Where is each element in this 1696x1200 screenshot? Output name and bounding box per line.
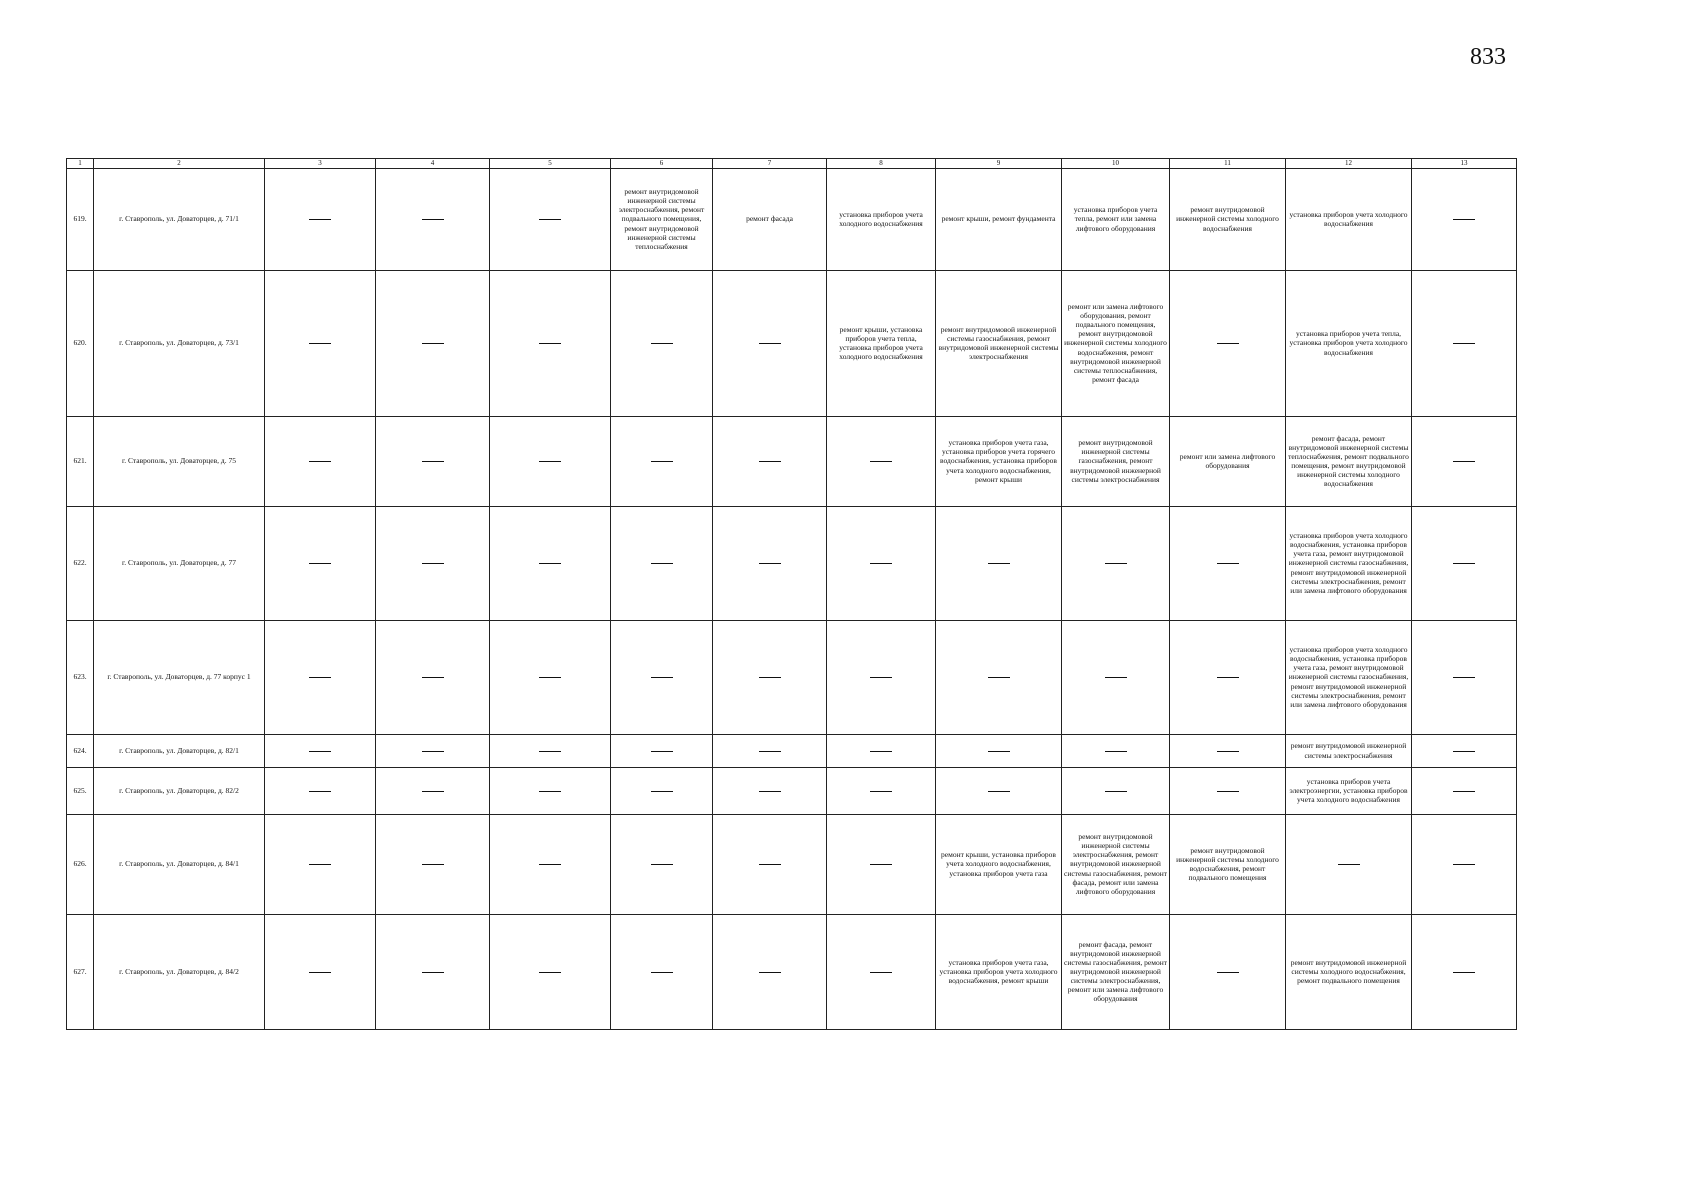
dash-mark xyxy=(651,791,673,792)
empty-dash-cell xyxy=(490,506,611,620)
empty-dash-cell xyxy=(713,620,827,734)
dash-mark xyxy=(988,677,1010,678)
empty-dash-cell xyxy=(376,168,490,270)
dash-mark xyxy=(870,677,892,678)
work-cell: установка приборов учета газа, установка приборов учета холодного водоснабжения, ремонт крыши xyxy=(936,914,1062,1029)
work-cell: ремонт фасада, ремонт внутридомовой инженерной системы теплоснабжения, ремонт подвального помещения, ремонт внутридомовой инженерной системы холодного водоснабжения xyxy=(1286,416,1412,506)
dash-mark xyxy=(870,791,892,792)
address-cell: г. Ставрополь, ул. Доваторцев, д. 75 xyxy=(94,416,265,506)
empty-dash-cell xyxy=(1412,620,1517,734)
dash-mark xyxy=(870,972,892,973)
dash-mark xyxy=(309,677,331,678)
row-number: 621. xyxy=(67,416,94,506)
dash-mark xyxy=(1105,563,1127,564)
empty-dash-cell xyxy=(265,734,376,767)
table-row xyxy=(67,734,1517,767)
dash-mark xyxy=(651,461,673,462)
work-cell: ремонт внутридомовой инженерной системы газоснабжения, ремонт внутридомовой инженерной системы электроснабжения xyxy=(936,270,1062,416)
empty-dash-cell xyxy=(1412,506,1517,620)
dash-mark xyxy=(1105,751,1127,752)
empty-dash-cell xyxy=(376,734,490,767)
empty-dash-cell xyxy=(265,416,376,506)
empty-dash-cell xyxy=(713,767,827,814)
column-header: 9 xyxy=(936,159,1062,169)
column-number-row xyxy=(67,159,1517,169)
dash-mark xyxy=(651,677,673,678)
dash-mark xyxy=(1217,677,1239,678)
empty-dash-cell xyxy=(827,416,936,506)
empty-dash-cell xyxy=(936,734,1062,767)
work-cell: ремонт внутридомовой инженерной системы холодного водоснабжения, ремонт подвального помещения xyxy=(1170,814,1286,914)
dash-mark xyxy=(422,972,444,973)
dash-mark xyxy=(759,791,781,792)
column-header: 2 xyxy=(94,159,265,169)
column-header: 10 xyxy=(1062,159,1170,169)
dash-mark xyxy=(870,751,892,752)
dash-mark xyxy=(422,219,444,220)
row-number: 627. xyxy=(67,914,94,1029)
empty-dash-cell xyxy=(713,734,827,767)
empty-dash-cell xyxy=(490,914,611,1029)
empty-dash-cell xyxy=(713,506,827,620)
dash-mark xyxy=(1217,343,1239,344)
empty-dash-cell xyxy=(611,506,713,620)
dash-mark xyxy=(1105,791,1127,792)
empty-dash-cell xyxy=(827,814,936,914)
address-cell: г. Ставрополь, ул. Доваторцев, д. 82/1 xyxy=(94,734,265,767)
address-cell: г. Ставрополь, ул. Доваторцев, д. 77 xyxy=(94,506,265,620)
dash-mark xyxy=(309,751,331,752)
empty-dash-cell xyxy=(713,814,827,914)
dash-mark xyxy=(759,864,781,865)
dash-mark xyxy=(539,677,561,678)
empty-dash-cell xyxy=(936,620,1062,734)
empty-dash-cell xyxy=(376,416,490,506)
empty-dash-cell xyxy=(490,734,611,767)
column-header: 3 xyxy=(265,159,376,169)
column-header: 8 xyxy=(827,159,936,169)
empty-dash-cell xyxy=(376,814,490,914)
empty-dash-cell xyxy=(376,767,490,814)
repair-schedule-table xyxy=(66,158,1517,1030)
dash-mark xyxy=(539,751,561,752)
dash-mark xyxy=(988,563,1010,564)
empty-dash-cell xyxy=(936,506,1062,620)
dash-mark xyxy=(539,343,561,344)
table-row xyxy=(67,168,1517,270)
row-number: 626. xyxy=(67,814,94,914)
dash-mark xyxy=(422,864,444,865)
dash-mark xyxy=(422,343,444,344)
dash-mark xyxy=(1453,219,1475,220)
dash-mark xyxy=(651,972,673,973)
empty-dash-cell xyxy=(265,914,376,1029)
work-cell: ремонт внутридомовой инженерной системы электроснабжения, ремонт внутридомовой инженерной системы газоснабжения, ремонт фасада, ремонт или замена лифтового оборудования xyxy=(1062,814,1170,914)
empty-dash-cell xyxy=(1412,914,1517,1029)
dash-mark xyxy=(309,972,331,973)
work-cell: ремонт внутридомовой инженерной системы газоснабжения, ремонт внутридомовой инженерной системы электроснабжения xyxy=(1062,416,1170,506)
empty-dash-cell xyxy=(265,767,376,814)
dash-mark xyxy=(1217,751,1239,752)
empty-dash-cell xyxy=(490,620,611,734)
work-cell: установка приборов учета тепла, ремонт или замена лифтового оборудования xyxy=(1062,168,1170,270)
empty-dash-cell xyxy=(265,506,376,620)
empty-dash-cell xyxy=(490,168,611,270)
work-cell: установка приборов учета газа, установка приборов учета горячего водоснабжения, установка приборов учета холодного водоснабжения, ремонт крыши xyxy=(936,416,1062,506)
dash-mark xyxy=(988,751,1010,752)
dash-mark xyxy=(422,751,444,752)
empty-dash-cell xyxy=(713,270,827,416)
dash-mark xyxy=(1453,791,1475,792)
empty-dash-cell xyxy=(1286,814,1412,914)
work-cell: ремонт крыши, ремонт фундамента xyxy=(936,168,1062,270)
empty-dash-cell xyxy=(1062,767,1170,814)
empty-dash-cell xyxy=(490,270,611,416)
empty-dash-cell xyxy=(611,767,713,814)
empty-dash-cell xyxy=(827,767,936,814)
row-number: 624. xyxy=(67,734,94,767)
empty-dash-cell xyxy=(611,620,713,734)
dash-mark xyxy=(759,343,781,344)
dash-mark xyxy=(539,791,561,792)
work-cell: установка приборов учета холодного водоснабжения xyxy=(1286,168,1412,270)
dash-mark xyxy=(651,751,673,752)
empty-dash-cell xyxy=(611,814,713,914)
dash-mark xyxy=(988,791,1010,792)
work-cell: установка приборов учета холодного водоснабжения, установка приборов учета газа, ремонт внутридомовой инженерной системы газоснабжения, ремонт внутридомовой инженерной системы электроснабжения, ремонт или замена лифтового оборудования xyxy=(1286,506,1412,620)
dash-mark xyxy=(539,219,561,220)
work-cell: установка приборов учета электроэнергии, установка приборов учета холодного водоснабжения xyxy=(1286,767,1412,814)
empty-dash-cell xyxy=(265,270,376,416)
empty-dash-cell xyxy=(1412,734,1517,767)
dash-mark xyxy=(1453,972,1475,973)
table-row xyxy=(67,767,1517,814)
work-cell: ремонт внутридомовой инженерной системы холодного водоснабжения, ремонт подвального помещения xyxy=(1286,914,1412,1029)
dash-mark xyxy=(870,563,892,564)
column-header: 5 xyxy=(490,159,611,169)
dash-mark xyxy=(539,563,561,564)
empty-dash-cell xyxy=(1170,620,1286,734)
work-cell: ремонт фасада, ремонт внутридомовой инженерной системы газоснабжения, ремонт внутридомовой инженерной системы электроснабжения, ремонт или замена лифтового оборудования xyxy=(1062,914,1170,1029)
dash-mark xyxy=(539,972,561,973)
empty-dash-cell xyxy=(1412,270,1517,416)
empty-dash-cell xyxy=(611,416,713,506)
table-row xyxy=(67,506,1517,620)
empty-dash-cell xyxy=(936,767,1062,814)
dash-mark xyxy=(651,864,673,865)
column-header: 7 xyxy=(713,159,827,169)
empty-dash-cell xyxy=(827,734,936,767)
dash-mark xyxy=(1453,563,1475,564)
empty-dash-cell xyxy=(611,270,713,416)
table-row xyxy=(67,620,1517,734)
work-cell: ремонт или замена лифтового оборудования, ремонт подвального помещения, ремонт внутридомовой инженерной системы холодного водоснабжения, ремонт внутридомовой инженерной системы теплоснабжения, ремонт фасада xyxy=(1062,270,1170,416)
dash-mark xyxy=(539,461,561,462)
empty-dash-cell xyxy=(1170,734,1286,767)
work-cell: ремонт внутридомовой инженерной системы электроснабжения xyxy=(1286,734,1412,767)
address-cell: г. Ставрополь, ул. Доваторцев, д. 82/2 xyxy=(94,767,265,814)
dash-mark xyxy=(1105,677,1127,678)
table-row xyxy=(67,416,1517,506)
empty-dash-cell xyxy=(376,914,490,1029)
dash-mark xyxy=(309,791,331,792)
dash-mark xyxy=(422,563,444,564)
dash-mark xyxy=(651,343,673,344)
empty-dash-cell xyxy=(1170,270,1286,416)
row-number: 622. xyxy=(67,506,94,620)
dash-mark xyxy=(1453,343,1475,344)
address-cell: г. Ставрополь, ул. Доваторцев, д. 77 корпус 1 xyxy=(94,620,265,734)
page-number: 833 xyxy=(1470,44,1506,70)
empty-dash-cell xyxy=(376,620,490,734)
dash-mark xyxy=(539,864,561,865)
address-cell: г. Ставрополь, ул. Доваторцев, д. 71/1 xyxy=(94,168,265,270)
empty-dash-cell xyxy=(611,914,713,1029)
empty-dash-cell xyxy=(490,767,611,814)
dash-mark xyxy=(759,972,781,973)
work-cell: ремонт крыши, установка приборов учета холодного водоснабжения, установка приборов учета газа xyxy=(936,814,1062,914)
dash-mark xyxy=(759,751,781,752)
dash-mark xyxy=(422,461,444,462)
work-cell: установка приборов учета тепла, установка приборов учета холодного водоснабжения xyxy=(1286,270,1412,416)
empty-dash-cell xyxy=(1412,767,1517,814)
address-cell: г. Ставрополь, ул. Доваторцев, д. 84/2 xyxy=(94,914,265,1029)
row-number: 623. xyxy=(67,620,94,734)
table-row xyxy=(67,914,1517,1029)
empty-dash-cell xyxy=(1412,416,1517,506)
empty-dash-cell xyxy=(490,814,611,914)
empty-dash-cell xyxy=(1170,767,1286,814)
work-cell: ремонт внутридомовой инженерной системы холодного водоснабжения xyxy=(1170,168,1286,270)
empty-dash-cell xyxy=(265,168,376,270)
dash-mark xyxy=(1453,864,1475,865)
dash-mark xyxy=(309,219,331,220)
dash-mark xyxy=(422,677,444,678)
table-row xyxy=(67,814,1517,914)
dash-mark xyxy=(1453,751,1475,752)
address-cell: г. Ставрополь, ул. Доваторцев, д. 73/1 xyxy=(94,270,265,416)
column-header: 6 xyxy=(611,159,713,169)
work-cell: установка приборов учета холодного водоснабжения, установка приборов учета газа, ремонт внутридомовой инженерной системы газоснабжения, ремонт внутридомовой инженерной системы электроснабжения, ремонт или замена лифтового оборудования xyxy=(1286,620,1412,734)
dash-mark xyxy=(1217,972,1239,973)
dash-mark xyxy=(309,563,331,564)
empty-dash-cell xyxy=(265,814,376,914)
dash-mark xyxy=(422,791,444,792)
dash-mark xyxy=(870,461,892,462)
empty-dash-cell xyxy=(1062,506,1170,620)
empty-dash-cell xyxy=(827,620,936,734)
row-number: 620. xyxy=(67,270,94,416)
dash-mark xyxy=(1453,461,1475,462)
column-header: 4 xyxy=(376,159,490,169)
column-header: 11 xyxy=(1170,159,1286,169)
row-number: 619. xyxy=(67,168,94,270)
table-row xyxy=(67,270,1517,416)
dash-mark xyxy=(759,461,781,462)
empty-dash-cell xyxy=(713,914,827,1029)
empty-dash-cell xyxy=(827,914,936,1029)
empty-dash-cell xyxy=(1062,734,1170,767)
dash-mark xyxy=(870,864,892,865)
empty-dash-cell xyxy=(1170,914,1286,1029)
empty-dash-cell xyxy=(713,416,827,506)
dash-mark xyxy=(1453,677,1475,678)
work-cell: ремонт крыши, установка приборов учета тепла, установка приборов учета холодного водоснабжения xyxy=(827,270,936,416)
dash-mark xyxy=(309,461,331,462)
empty-dash-cell xyxy=(1412,814,1517,914)
address-cell: г. Ставрополь, ул. Доваторцев, д. 84/1 xyxy=(94,814,265,914)
empty-dash-cell xyxy=(265,620,376,734)
work-cell: ремонт или замена лифтового оборудования xyxy=(1170,416,1286,506)
dash-mark xyxy=(309,343,331,344)
dash-mark xyxy=(651,563,673,564)
empty-dash-cell xyxy=(1062,620,1170,734)
column-header: 12 xyxy=(1286,159,1412,169)
empty-dash-cell xyxy=(376,270,490,416)
empty-dash-cell xyxy=(1412,168,1517,270)
dash-mark xyxy=(1338,864,1360,865)
empty-dash-cell xyxy=(827,506,936,620)
dash-mark xyxy=(759,677,781,678)
column-header: 13 xyxy=(1412,159,1517,169)
empty-dash-cell xyxy=(490,416,611,506)
dash-mark xyxy=(309,864,331,865)
empty-dash-cell xyxy=(611,734,713,767)
table-body xyxy=(67,168,1517,1029)
empty-dash-cell xyxy=(1170,506,1286,620)
row-number: 625. xyxy=(67,767,94,814)
column-header: 1 xyxy=(67,159,94,169)
work-cell: ремонт внутридомовой инженерной системы электроснабжения, ремонт подвального помещения, ремонт внутридомовой инженерной системы теплоснабжения xyxy=(611,168,713,270)
work-cell: установка приборов учета холодного водоснабжения xyxy=(827,168,936,270)
dash-mark xyxy=(1217,791,1239,792)
work-cell: ремонт фасада xyxy=(713,168,827,270)
dash-mark xyxy=(1217,563,1239,564)
dash-mark xyxy=(759,563,781,564)
empty-dash-cell xyxy=(376,506,490,620)
